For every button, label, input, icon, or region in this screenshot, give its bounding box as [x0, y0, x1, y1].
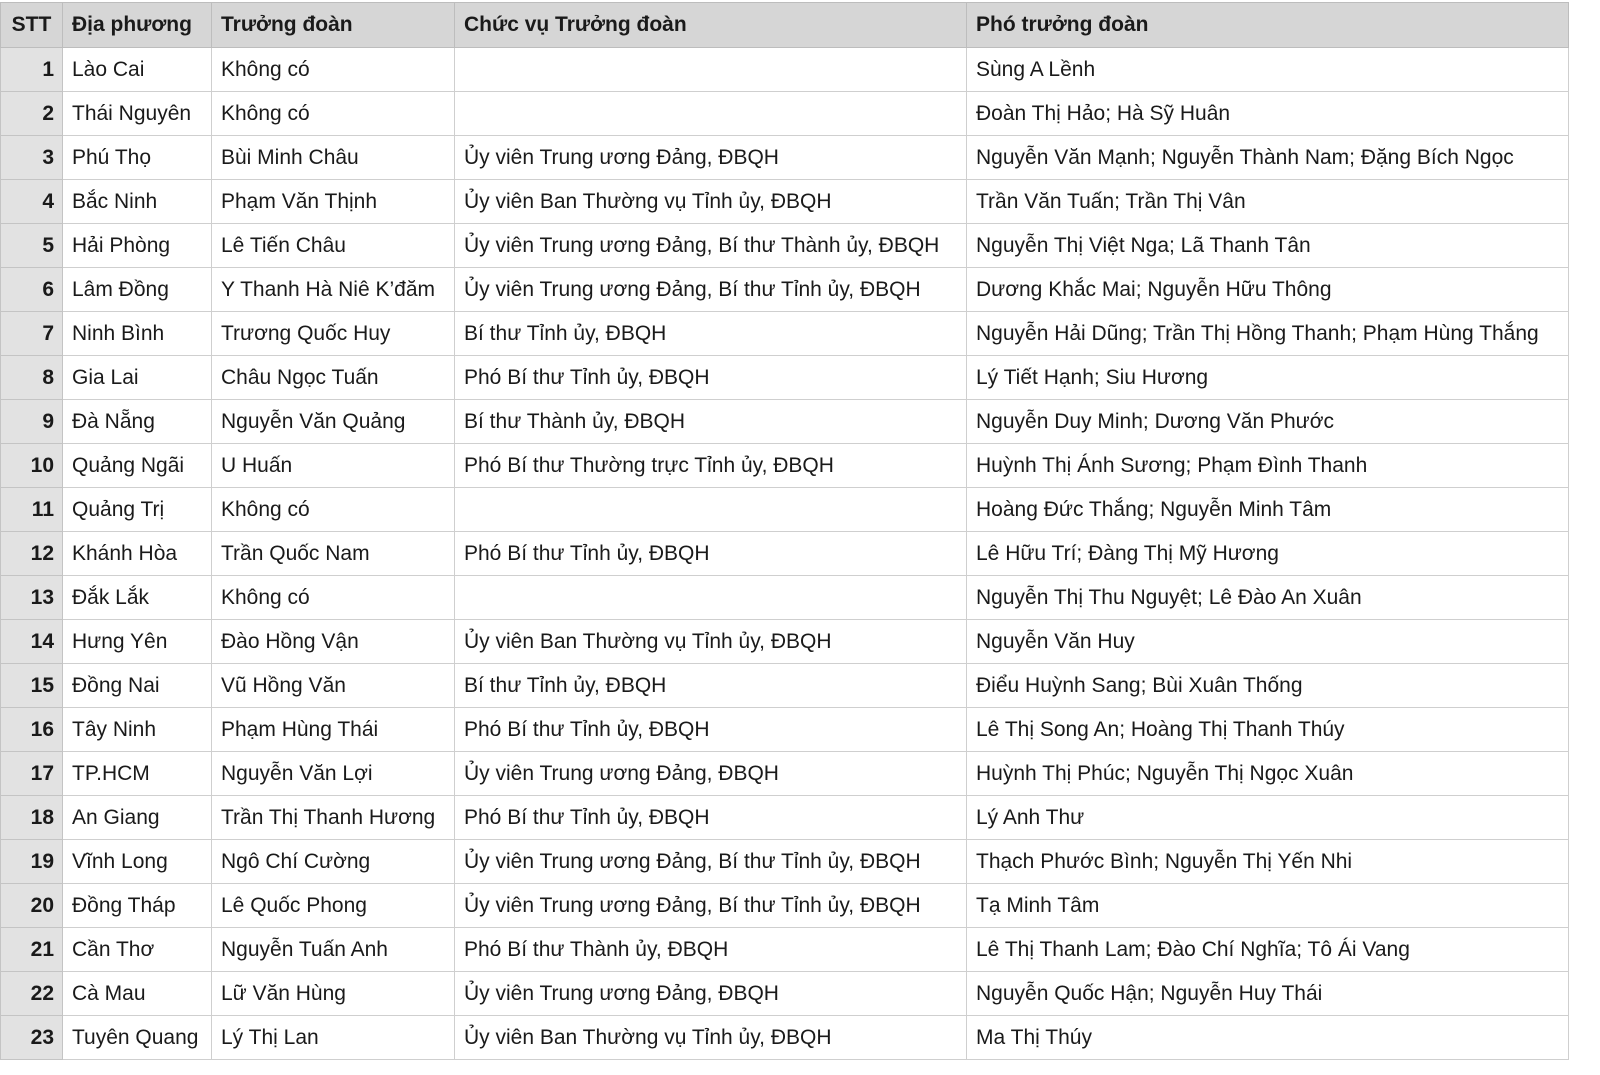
- cell-deputies: Nguyễn Thị Thu Nguyệt; Lê Đào An Xuân: [967, 576, 1569, 620]
- cell-location: Gia Lai: [63, 356, 212, 400]
- cell-head: Châu Ngọc Tuấn: [212, 356, 455, 400]
- cell-head: Bùi Minh Châu: [212, 136, 455, 180]
- cell-position: [455, 488, 967, 532]
- table-row: [1, 1016, 1569, 1060]
- table-row: [1, 928, 1569, 972]
- cell-position: Ủy viên Trung ương Đảng, Bí thư Tỉnh ủy, ĐBQH: [455, 268, 967, 312]
- cell-location: Quảng Trị: [63, 488, 212, 532]
- cell-location: Tuyên Quang: [63, 1016, 212, 1060]
- cell-deputies: Tạ Minh Tâm: [967, 884, 1569, 928]
- header-row: [1, 3, 1569, 48]
- table-header: [1, 3, 1569, 48]
- cell-stt: 12: [1, 532, 63, 576]
- cell-head: Lê Tiến Châu: [212, 224, 455, 268]
- cell-position: Ủy viên Trung ương Đảng, Bí thư Tỉnh ủy, ĐBQH: [455, 840, 967, 884]
- cell-location: Đắk Lắk: [63, 576, 212, 620]
- cell-deputies: Điểu Huỳnh Sang; Bùi Xuân Thống: [967, 664, 1569, 708]
- cell-head: Trần Thị Thanh Hương: [212, 796, 455, 840]
- cell-position: Phó Bí thư Tỉnh ủy, ĐBQH: [455, 532, 967, 576]
- cell-head: Không có: [212, 92, 455, 136]
- header-head: Trưởng đoàn: [212, 3, 455, 48]
- table-row: [1, 224, 1569, 268]
- cell-stt: 23: [1, 1016, 63, 1060]
- cell-head: Nguyễn Tuấn Anh: [212, 928, 455, 972]
- cell-deputies: Thạch Phước Bình; Nguyễn Thị Yến Nhi: [967, 840, 1569, 884]
- cell-deputies: Ma Thị Thúy: [967, 1016, 1569, 1060]
- cell-position: [455, 576, 967, 620]
- cell-head: Phạm Hùng Thái: [212, 708, 455, 752]
- cell-position: Phó Bí thư Thường trực Tỉnh ủy, ĐBQH: [455, 444, 967, 488]
- cell-stt: 16: [1, 708, 63, 752]
- cell-position: Bí thư Tỉnh ủy, ĐBQH: [455, 664, 967, 708]
- table-row: [1, 488, 1569, 532]
- cell-deputies: Nguyễn Thị Việt Nga; Lã Thanh Tân: [967, 224, 1569, 268]
- cell-location: Tây Ninh: [63, 708, 212, 752]
- cell-stt: 20: [1, 884, 63, 928]
- cell-head: Trương Quốc Huy: [212, 312, 455, 356]
- cell-position: Ủy viên Trung ương Đảng, ĐBQH: [455, 752, 967, 796]
- cell-location: Hưng Yên: [63, 620, 212, 664]
- cell-stt: 14: [1, 620, 63, 664]
- cell-position: Ủy viên Ban Thường vụ Tỉnh ủy, ĐBQH: [455, 1016, 967, 1060]
- cell-stt: 13: [1, 576, 63, 620]
- cell-location: Bắc Ninh: [63, 180, 212, 224]
- header-deputies: Phó trưởng đoàn: [967, 3, 1569, 48]
- cell-stt: 17: [1, 752, 63, 796]
- cell-location: Đồng Nai: [63, 664, 212, 708]
- table-row: [1, 268, 1569, 312]
- cell-position: Ủy viên Trung ương Đảng, ĐBQH: [455, 136, 967, 180]
- cell-deputies: Trần Văn Tuấn; Trần Thị Vân: [967, 180, 1569, 224]
- cell-deputies: Huỳnh Thị Phúc; Nguyễn Thị Ngọc Xuân: [967, 752, 1569, 796]
- cell-position: Phó Bí thư Tỉnh ủy, ĐBQH: [455, 796, 967, 840]
- cell-head: Nguyễn Văn Lợi: [212, 752, 455, 796]
- table-row: [1, 664, 1569, 708]
- cell-head: Đào Hồng Vận: [212, 620, 455, 664]
- table-row: [1, 48, 1569, 92]
- cell-location: Đồng Tháp: [63, 884, 212, 928]
- table-row: [1, 532, 1569, 576]
- table-row: [1, 840, 1569, 884]
- table-row: [1, 796, 1569, 840]
- delegation-table: [0, 2, 1569, 1060]
- cell-stt: 9: [1, 400, 63, 444]
- cell-head: Lý Thị Lan: [212, 1016, 455, 1060]
- delegation-table-sheet: [0, 2, 1568, 1060]
- table-row: [1, 180, 1569, 224]
- cell-position: Phó Bí thư Thành ủy, ĐBQH: [455, 928, 967, 972]
- cell-stt: 5: [1, 224, 63, 268]
- cell-head: Ngô Chí Cường: [212, 840, 455, 884]
- cell-position: Phó Bí thư Tỉnh ủy, ĐBQH: [455, 356, 967, 400]
- header-position: Chức vụ Trưởng đoàn: [455, 3, 967, 48]
- table-row: [1, 136, 1569, 180]
- cell-deputies: Nguyễn Hải Dũng; Trần Thị Hồng Thanh; Phạm Hùng Thắng: [967, 312, 1569, 356]
- cell-stt: 11: [1, 488, 63, 532]
- cell-position: Ủy viên Ban Thường vụ Tỉnh ủy, ĐBQH: [455, 180, 967, 224]
- cell-position: [455, 92, 967, 136]
- cell-stt: 19: [1, 840, 63, 884]
- cell-location: Phú Thọ: [63, 136, 212, 180]
- cell-position: Phó Bí thư Tỉnh ủy, ĐBQH: [455, 708, 967, 752]
- cell-location: Đà Nẵng: [63, 400, 212, 444]
- table-row: [1, 356, 1569, 400]
- cell-deputies: Sùng A Lềnh: [967, 48, 1569, 92]
- cell-stt: 10: [1, 444, 63, 488]
- cell-head: Phạm Văn Thịnh: [212, 180, 455, 224]
- cell-head: U Huấn: [212, 444, 455, 488]
- cell-position: Ủy viên Ban Thường vụ Tỉnh ủy, ĐBQH: [455, 620, 967, 664]
- cell-stt: 1: [1, 48, 63, 92]
- cell-location: An Giang: [63, 796, 212, 840]
- cell-location: Ninh Bình: [63, 312, 212, 356]
- cell-position: Bí thư Thành ủy, ĐBQH: [455, 400, 967, 444]
- cell-head: Không có: [212, 488, 455, 532]
- cell-deputies: Huỳnh Thị Ánh Sương; Phạm Đình Thanh: [967, 444, 1569, 488]
- cell-stt: 4: [1, 180, 63, 224]
- cell-deputies: Lê Hữu Trí; Đàng Thị Mỹ Hương: [967, 532, 1569, 576]
- cell-deputies: Nguyễn Văn Mạnh; Nguyễn Thành Nam; Đặng Bích Ngọc: [967, 136, 1569, 180]
- cell-stt: 7: [1, 312, 63, 356]
- cell-position: Ủy viên Trung ương Đảng, Bí thư Thành ủy, ĐBQH: [455, 224, 967, 268]
- table-body: [1, 48, 1569, 1060]
- cell-deputies: Lê Thị Thanh Lam; Đào Chí Nghĩa; Tô Ái Vang: [967, 928, 1569, 972]
- cell-head: Lê Quốc Phong: [212, 884, 455, 928]
- table-row: [1, 92, 1569, 136]
- cell-head: Nguyễn Văn Quảng: [212, 400, 455, 444]
- cell-head: Không có: [212, 48, 455, 92]
- cell-head: Trần Quốc Nam: [212, 532, 455, 576]
- cell-position: Ủy viên Trung ương Đảng, Bí thư Tỉnh ủy, ĐBQH: [455, 884, 967, 928]
- cell-location: Thái Nguyên: [63, 92, 212, 136]
- cell-stt: 21: [1, 928, 63, 972]
- table-row: [1, 620, 1569, 664]
- table-row: [1, 972, 1569, 1016]
- cell-deputies: Nguyễn Quốc Hận; Nguyễn Huy Thái: [967, 972, 1569, 1016]
- cell-location: Quảng Ngãi: [63, 444, 212, 488]
- cell-deputies: Dương Khắc Mai; Nguyễn Hữu Thông: [967, 268, 1569, 312]
- cell-location: TP.HCM: [63, 752, 212, 796]
- cell-position: Ủy viên Trung ương Đảng, ĐBQH: [455, 972, 967, 1016]
- cell-stt: 3: [1, 136, 63, 180]
- cell-head: Y Thanh Hà Niê K’đăm: [212, 268, 455, 312]
- cell-head: Vũ Hồng Văn: [212, 664, 455, 708]
- cell-deputies: Đoàn Thị Hảo; Hà Sỹ Huân: [967, 92, 1569, 136]
- cell-location: Cà Mau: [63, 972, 212, 1016]
- table-row: [1, 576, 1569, 620]
- cell-location: Vĩnh Long: [63, 840, 212, 884]
- cell-head: Lữ Văn Hùng: [212, 972, 455, 1016]
- cell-deputies: Lý Anh Thư: [967, 796, 1569, 840]
- cell-head: Không có: [212, 576, 455, 620]
- cell-stt: 8: [1, 356, 63, 400]
- table-row: [1, 400, 1569, 444]
- cell-stt: 15: [1, 664, 63, 708]
- cell-position: [455, 48, 967, 92]
- table-row: [1, 708, 1569, 752]
- header-location: Địa phương: [63, 3, 212, 48]
- cell-location: Cần Thơ: [63, 928, 212, 972]
- header-stt: STT: [1, 3, 63, 48]
- cell-deputies: Hoàng Đức Thắng; Nguyễn Minh Tâm: [967, 488, 1569, 532]
- cell-stt: 2: [1, 92, 63, 136]
- cell-deputies: Nguyễn Duy Minh; Dương Văn Phước: [967, 400, 1569, 444]
- table-row: [1, 752, 1569, 796]
- cell-location: Lào Cai: [63, 48, 212, 92]
- cell-stt: 22: [1, 972, 63, 1016]
- cell-deputies: Lý Tiết Hạnh; Siu Hương: [967, 356, 1569, 400]
- table-row: [1, 312, 1569, 356]
- cell-location: Hải Phòng: [63, 224, 212, 268]
- cell-deputies: Lê Thị Song An; Hoàng Thị Thanh Thúy: [967, 708, 1569, 752]
- cell-stt: 6: [1, 268, 63, 312]
- cell-stt: 18: [1, 796, 63, 840]
- cell-location: Lâm Đồng: [63, 268, 212, 312]
- cell-deputies: Nguyễn Văn Huy: [967, 620, 1569, 664]
- table-row: [1, 444, 1569, 488]
- table-row: [1, 884, 1569, 928]
- cell-location: Khánh Hòa: [63, 532, 212, 576]
- cell-position: Bí thư Tỉnh ủy, ĐBQH: [455, 312, 967, 356]
